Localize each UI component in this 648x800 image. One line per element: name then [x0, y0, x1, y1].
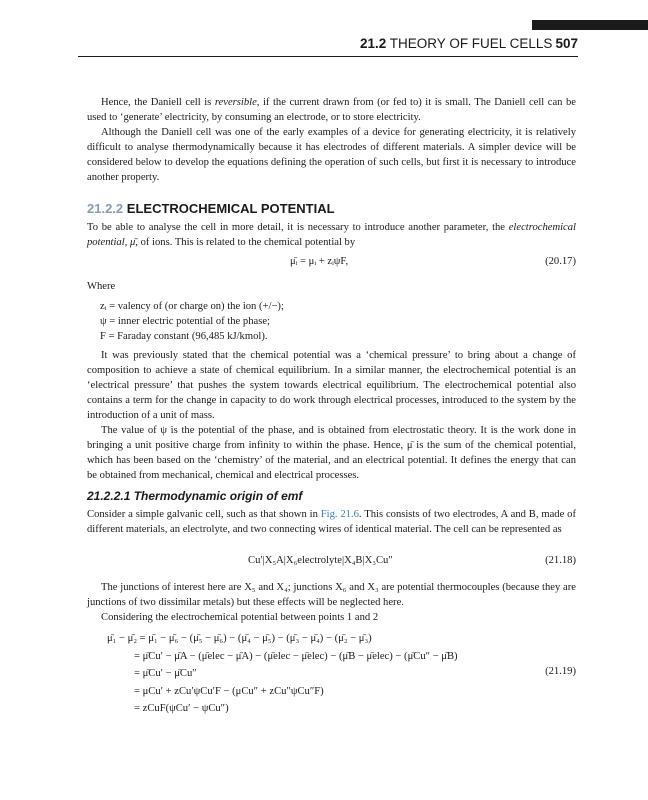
paragraph-1: Hence, the Daniell cell is reversible, if the current drawn from (or fed to) it is small. The Daniell cell can be used to ‘generate’ electricity, by consuming an electrode, or to store electricity.: [87, 97, 576, 123]
derivation-line: = μCu′ + zCu′ψCu′F − (μCu″ + zCu″ψCu″F): [134, 685, 324, 697]
definition-item: zᵢ = valency of (or charge on) the ion (+/−);: [100, 301, 284, 312]
paragraph-2: Although the Daniell cell was one of the early examples of a device for generating electricity, it is relatively difficult to analyse thermodynamically because it has electrodes of different materials. A simpler device will be considered below to develop the equations defining the operation of such cells, but first it is necessary to introduce another property.: [87, 127, 576, 183]
definition-item: ψ = inner electric potential of the phase;: [100, 316, 270, 327]
paragraph-3: To be able to analyse the cell in more detail, it is necessary to introduce another parameter, the electrochemical potential, μ̄, of ions. This is related to the chemical potential by: [87, 222, 576, 248]
derivation-line: = μ̄Cu′ − μ̄Cu″: [134, 668, 197, 680]
paragraph-4: It was previously stated that the chemical potential was a ‘chemical pressure’ to bring about a change of composition to achieve a state of chemical equilibrium. In a similar manner, the electrochemical potential is an ‘electrical pressure’ that pushes the system towards electrical equilibrium. The electrochemical potential also contains a term for the change in capacity to do work through electrical processes, introduced to the system by the introduction of a unit of mass.: [87, 350, 576, 421]
equation-20-17: μ̄ᵢ = μᵢ + zᵢψF,: [290, 256, 349, 267]
subsection-title: Thermodynamic origin of emf: [133, 489, 303, 503]
header-section-title: THEORY OF FUEL CELLS: [389, 36, 553, 51]
paragraph-block-3: [87, 580, 576, 625]
header-bar: [532, 20, 648, 30]
paragraph-7: The junctions of interest here are X₅ and X₄; junctions X₆ and X₃ are potential thermocouples (because they are junctions of two dissimilar metals) but these effects will be neglected here.: [87, 582, 576, 608]
definition-item: F = Faraday constant (96,485 kJ/kmol).: [100, 331, 268, 342]
equation-number-21-19: (21.19): [545, 666, 576, 677]
paragraph-block-1: [87, 95, 576, 185]
where-label: Where: [87, 281, 116, 292]
running-header: [360, 36, 578, 54]
paragraph-5: The value of ψ is the potential of the phase, and is obtained from electrostatic theory. It is the work done in bringing a unit positive charge from infinity to within the phase. Hence, μ̄ is the sum of the chemical potential, which has been based on the ‘chemistry’ of the material, and an electrical potential. It defines the energy that can be obtained from mechanical, chemical and electrical processes.: [87, 425, 576, 481]
paragraph-8: Considering the electrochemical potential between points 1 and 2: [101, 612, 379, 623]
equation-number-21-18: (21.18): [545, 555, 576, 566]
derivation-line: = zCuF(ψCu′ − ψCu″): [134, 703, 229, 715]
definitions-list: [100, 299, 284, 344]
derivation-line: μ̄₁ − μ̄₂ = μ̄₁ − μ̄₆ − (μ̄₅ − μ̄₆) − (μ̄₄ − μ̄₅) − (μ̄₃ − μ̄₄) − (μ̄₂ − μ̄₃): [107, 633, 372, 644]
subsection-number: 21.2.2.1: [87, 489, 131, 503]
header-section: [360, 36, 552, 51]
header-rule: [78, 56, 578, 57]
equation-21-18: Cu′|X₅A|X₆electrolyte|X₄B|X₃Cu″: [248, 555, 393, 566]
derivation-block: [107, 630, 458, 718]
paragraph-6: Consider a simple galvanic cell, such as that shown in Fig. 21.6. This consists of two electrodes, A and B, made of different materials, an electrolyte, and two connecting wires of identical material. The cell can be represented as: [87, 509, 576, 535]
header-section-number: 21.2: [360, 36, 387, 51]
section-heading: [87, 201, 335, 216]
section-title: ELECTROCHEMICAL POTENTIAL: [126, 201, 335, 216]
figure-link[interactable]: Fig. 21.6: [320, 509, 359, 520]
derivation-line: = μ̄Cu′ − μ̄A − (μ̄elec − μ̄A) − (μ̄elec − μ̄elec) − (μ̄B − μ̄elec) − (μ̄Cu″ − μ̄B): [134, 650, 458, 662]
equation-number-20-17: (20.17): [545, 256, 576, 267]
section-number: 21.2.2: [87, 201, 124, 216]
page-number: 507: [555, 36, 578, 51]
subsection-heading: [87, 489, 302, 503]
paragraph-block-2: [87, 348, 576, 483]
